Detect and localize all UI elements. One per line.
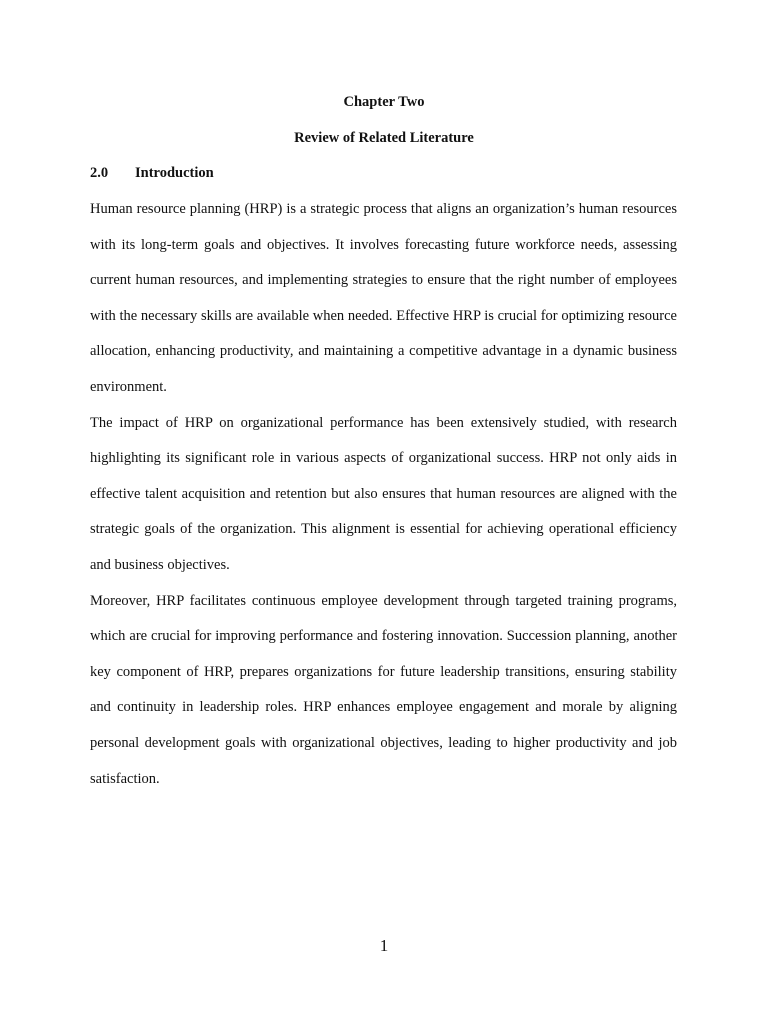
paragraph-2: The impact of HRP on organizational performance has been extensively studied, with research highlighting its significant role in various aspects of organizational success. HRP not only aids in effective talent acquisition and retention but also ensures that human resources are aligned with the strategic goals of the organization. This alignment is essential for achieving operational efficiency and business objectives. (90, 414, 677, 573)
paragraph-3: Moreover, HRP facilitates continuous employee development through targeted training programs, which are crucial for improving performance and fostering innovation. Succession planning, another key component of HRP, prepares organizations for future leadership transitions, ensuring stability and continuity in leadership roles. HRP enhances employee engagement and morale by aligning personal development goals with organizational objectives, leading to higher productivity and job satisfaction. (90, 592, 677, 787)
chapter-title: Chapter Two (343, 94, 425, 110)
body-text (90, 192, 677, 797)
paragraph-1: Human resource planning (HRP) is a strategic process that aligns an organization’s human resources with its long-term goals and objectives. It involves forecasting future workforce needs, assessing current human resources, and implementing strategies to ensure that the right number of employees with the necessary skills are available when needed. Effective HRP is crucial for optimizing resource allocation, enhancing productivity, and maintaining a competitive advantage in a dynamic business environment. (90, 201, 677, 395)
page-number: 1 (379, 936, 389, 955)
section-title: Review of Related Literature (294, 130, 474, 146)
section-number: 2.0 (90, 165, 109, 181)
section-heading-text: Introduction (135, 165, 214, 181)
section-heading (90, 165, 214, 182)
